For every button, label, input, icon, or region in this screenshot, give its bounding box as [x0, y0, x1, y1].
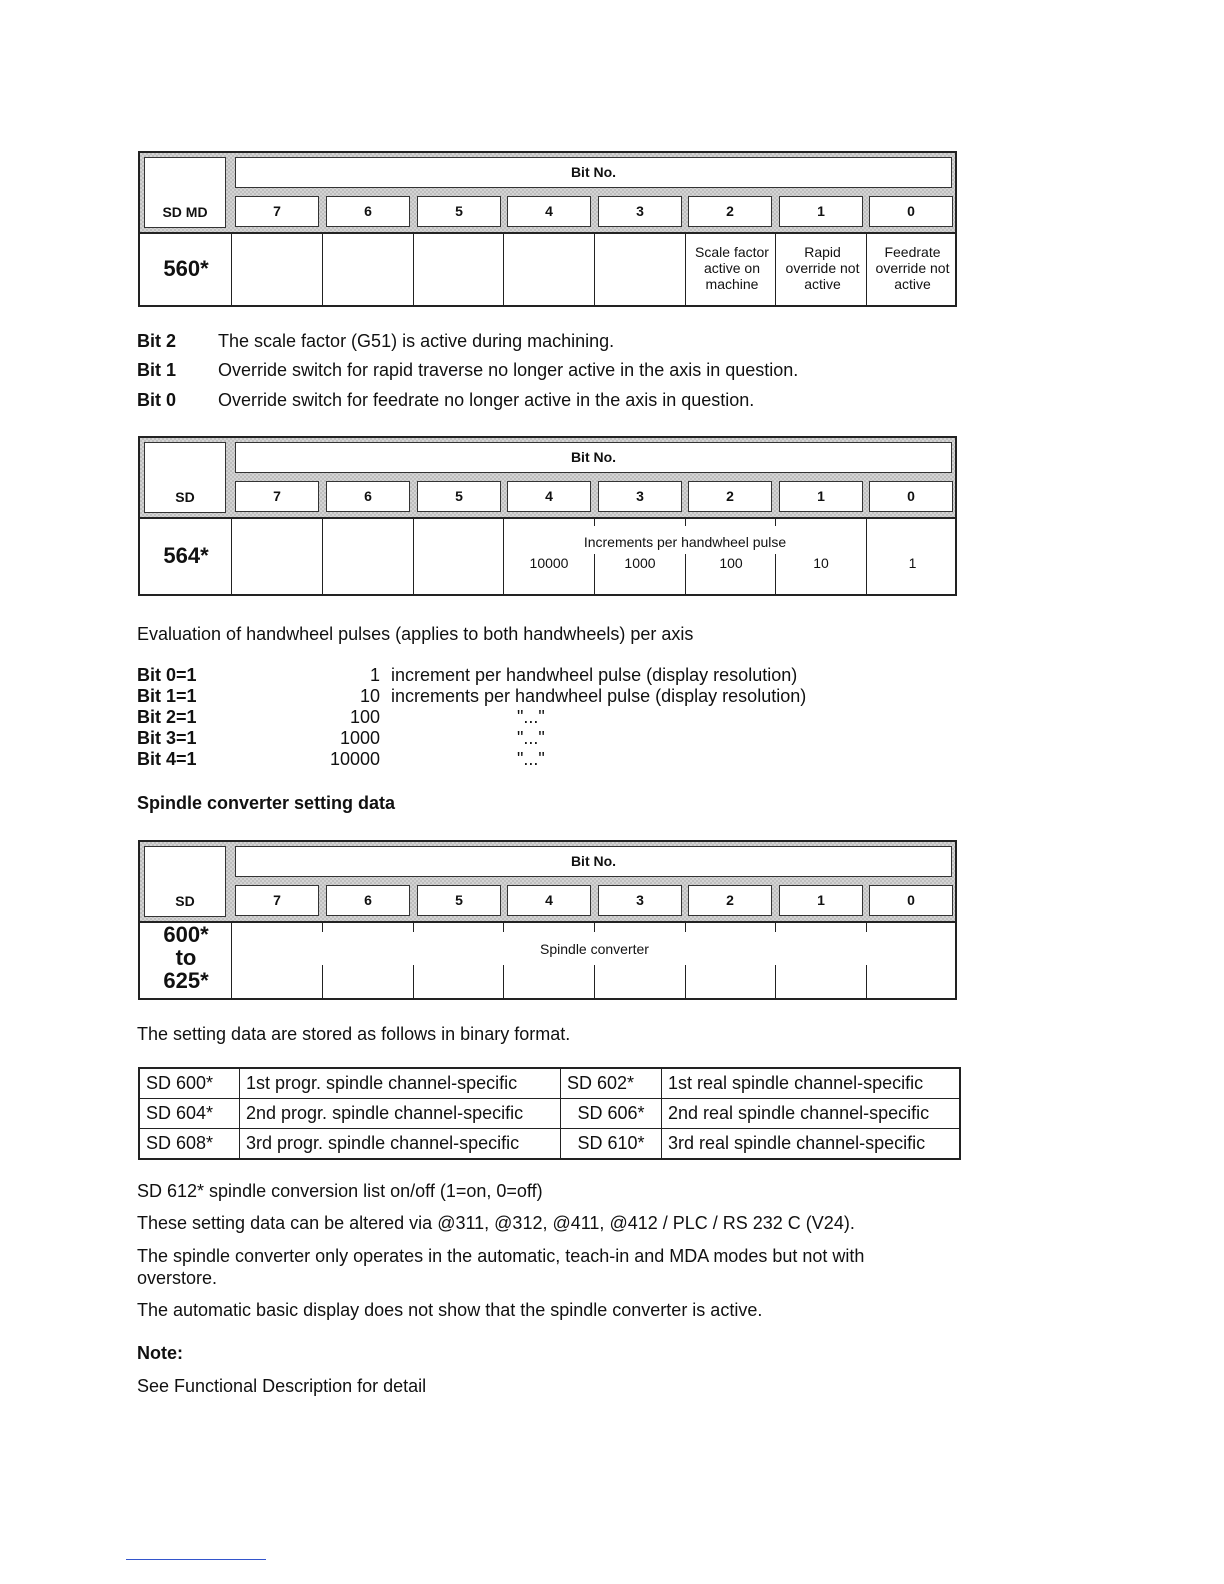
bit-1-value: 10: [813, 555, 829, 571]
sd-label: SD: [144, 846, 226, 917]
para-modes-line2: overstore.: [137, 1268, 218, 1288]
bit-4-header: 4: [507, 196, 591, 227]
bit-0-header: 0: [869, 196, 953, 227]
bit-4-header: 4: [507, 885, 591, 916]
para-612: SD 612* spindle conversion list on/off (1=on, 0=off): [137, 1181, 543, 1201]
bit-1-header: 1: [779, 481, 863, 512]
bit-0-header: 0: [869, 885, 953, 916]
real-spindle-cell: 3rd real spindle channel-specific: [662, 1129, 961, 1160]
bit-1-description: Rapid override not active: [785, 244, 860, 292]
hw-text: "...": [517, 749, 545, 769]
bit-table-header: [140, 842, 955, 923]
bit-7-header: 7: [235, 196, 319, 227]
hw-value: 1: [369, 665, 380, 685]
hw-value: 10: [359, 686, 380, 706]
bit-0-value: 1: [908, 555, 917, 571]
hw-bit-label: Bit 0=1: [137, 665, 197, 685]
bit-1-header: 1: [779, 885, 863, 916]
bit-table-564: [138, 436, 957, 596]
bit-2-header: 2: [688, 196, 772, 227]
bit-5-header: 5: [417, 481, 501, 512]
sd-cell: SD 604*: [139, 1099, 240, 1129]
spindle-heading: Spindle converter setting data: [137, 793, 396, 813]
sd-md-label: SD MD: [144, 157, 226, 228]
table-row: [139, 1068, 960, 1099]
hw-text: "...": [517, 707, 545, 727]
sd-label: SD: [144, 442, 226, 513]
real-spindle-cell: 1st real spindle channel-specific: [662, 1068, 961, 1099]
bit-3-value: 1000: [624, 555, 656, 571]
hw-text: increment per handwheel pulse (display resolution): [391, 665, 798, 685]
bit-table-600: [138, 840, 957, 1000]
sd-number: 564*: [163, 543, 209, 568]
desc-bit-2-label: Bit 2: [137, 331, 177, 351]
hw-value: 10000: [329, 749, 380, 769]
sd-cell: SD 608*: [139, 1129, 240, 1160]
sd-cell: SD 606*: [561, 1099, 662, 1129]
hw-value: 100: [349, 707, 380, 727]
note-text: See Functional Description for detail: [137, 1376, 427, 1396]
bit-5-header: 5: [417, 885, 501, 916]
bit-2-value: 100: [719, 555, 743, 571]
bit-3-header: 3: [598, 885, 682, 916]
sd-number-range: 600* to 625*: [163, 922, 209, 993]
desc-bit-2-text: The scale factor (G51) is active during machining.: [218, 331, 615, 351]
bit-table-header: [140, 153, 955, 234]
desc-bit-1-text: Override switch for rapid traverse no longer active in the axis in question.: [218, 360, 799, 380]
bit-2-description: Scale factor active on machine: [695, 244, 769, 292]
progr-spindle-cell: 1st progr. spindle channel-specific: [240, 1068, 561, 1099]
bit-0-description: Feedrate override not active: [875, 244, 950, 292]
bit-no-label: Bit No.: [235, 846, 952, 877]
sd-cell: SD 610*: [561, 1129, 662, 1160]
bit-6-header: 6: [326, 885, 410, 916]
sd-cell: SD 602*: [561, 1068, 662, 1099]
note-label: Note:: [137, 1343, 183, 1363]
real-spindle-cell: 2nd real spindle channel-specific: [662, 1099, 961, 1129]
bit-6-header: 6: [326, 481, 410, 512]
progr-spindle-cell: 3rd progr. spindle channel-specific: [240, 1129, 561, 1160]
hw-bit-label: Bit 1=1: [137, 686, 197, 706]
handwheel-intro: Evaluation of handwheel pulses (applies to both handwheels) per axis: [137, 624, 694, 644]
desc-bit-0-text: Override switch for feedrate no longer active in the axis in question.: [218, 390, 755, 410]
hw-bit-label: Bit 3=1: [137, 728, 197, 748]
hw-bit-label: Bit 2=1: [137, 707, 197, 727]
bit-table-header: [140, 438, 955, 519]
bit-7-header: 7: [235, 885, 319, 916]
binary-intro: The setting data are stored as follows in binary format.: [137, 1024, 571, 1044]
footer-rule: [126, 1559, 266, 1560]
bit-table-body: [140, 923, 955, 998]
bit-1-header: 1: [779, 196, 863, 227]
bit-7-header: 7: [235, 481, 319, 512]
desc-bit-0-label: Bit 0: [137, 390, 177, 410]
spindle-assignment-table: [138, 1067, 961, 1160]
para-display: The automatic basic display does not show that the spindle converter is active.: [137, 1300, 763, 1320]
increments-span-label: Increments per handwheel pulse: [583, 534, 787, 550]
sd-cell: SD 600*: [139, 1068, 240, 1099]
hw-bit-label: Bit 4=1: [137, 749, 197, 769]
bit-table-560: [138, 151, 957, 307]
para-alter: These setting data can be altered via @311, @312, @411, @412 / PLC / RS 232 C (V24).: [137, 1213, 855, 1233]
desc-bit-1-label: Bit 1: [137, 360, 177, 380]
table-row: [139, 1129, 960, 1160]
sd-number: 560*: [163, 256, 209, 281]
bit-3-header: 3: [598, 481, 682, 512]
spindle-converter-span-label: Spindle converter: [540, 941, 649, 957]
bit-no-label: Bit No.: [235, 442, 952, 473]
hw-text: "...": [517, 728, 545, 748]
bit-0-header: 0: [869, 481, 953, 512]
bit-3-header: 3: [598, 196, 682, 227]
bit-2-header: 2: [688, 481, 772, 512]
table-row: [139, 1099, 960, 1129]
bit-4-value: 10000: [529, 555, 569, 571]
progr-spindle-cell: 2nd progr. spindle channel-specific: [240, 1099, 561, 1129]
bit-table-body: [140, 234, 955, 305]
hw-text: increments per handwheel pulse (display resolution): [391, 686, 807, 706]
bit-no-label: Bit No.: [235, 157, 952, 188]
hw-value: 1000: [339, 728, 380, 748]
bit-6-header: 6: [326, 196, 410, 227]
para-modes-line1: The spindle converter only operates in the automatic, teach-in and MDA modes but not with: [137, 1246, 865, 1266]
bit-table-body: [140, 519, 955, 594]
bit-4-header: 4: [507, 481, 591, 512]
bit-5-header: 5: [417, 196, 501, 227]
bit-2-header: 2: [688, 885, 772, 916]
